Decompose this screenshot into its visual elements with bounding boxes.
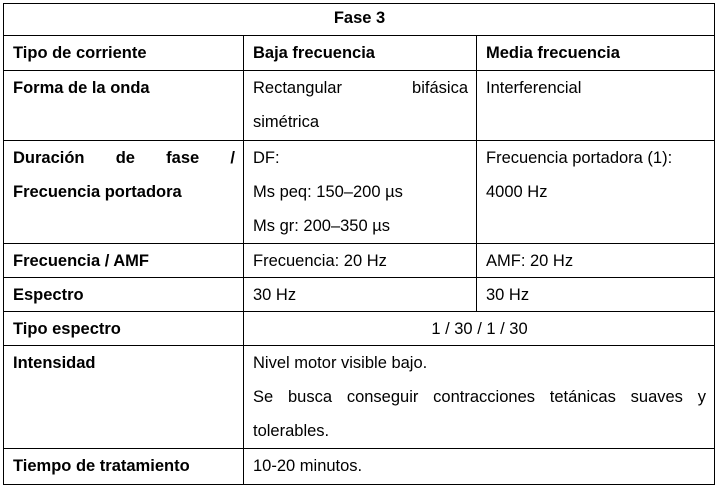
cell-intensidad <box>244 346 715 449</box>
table-title-row <box>4 4 715 36</box>
row-label-forma: Forma de la onda <box>4 71 244 141</box>
row-label-duracion <box>4 141 244 244</box>
intensidad-line2: Se busca conseguir contracciones tetánicas suaves y <box>253 388 706 406</box>
table-row <box>4 278 715 312</box>
duracion-media-line2: 4000 Hz <box>486 183 548 201</box>
duracion-baja-line3: Ms gr: 200–350 µs <box>253 217 390 235</box>
table-row <box>4 312 715 346</box>
table-row <box>4 141 715 244</box>
table-row <box>4 71 715 141</box>
duracion-baja-line2: Ms peq: 150–200 µs <box>253 183 403 201</box>
cell-espectro-media: 30 Hz <box>477 278 715 312</box>
intensidad-line3: tolerables. <box>253 422 330 440</box>
table-title: Fase 3 <box>4 4 715 36</box>
cell-forma-baja <box>244 71 477 141</box>
cell-duracion-baja <box>244 141 477 244</box>
phase-table <box>3 3 715 485</box>
intensidad-line1: Nivel motor visible bajo. <box>253 354 428 372</box>
header-tipo-corriente: Tipo de corriente <box>4 36 244 71</box>
cell-tipo-espectro: 1 / 30 / 1 / 30 <box>244 312 715 346</box>
header-media-frecuencia: Media frecuencia <box>477 36 715 71</box>
duracion-label-line2: Frecuencia portadora <box>13 183 182 201</box>
cell-frecuencia-baja: Frecuencia: 20 Hz <box>244 244 477 278</box>
cell-frecuencia-media: AMF: 20 Hz <box>477 244 715 278</box>
table-row <box>4 449 715 485</box>
cell-espectro-baja: 30 Hz <box>244 278 477 312</box>
row-label-frecuencia: Frecuencia / AMF <box>4 244 244 278</box>
row-label-intensidad: Intensidad <box>4 346 244 449</box>
duracion-label-line1: Duración de fase / <box>13 149 235 167</box>
table-row <box>4 244 715 278</box>
cell-duracion-media <box>477 141 715 244</box>
row-label-espectro: Espectro <box>4 278 244 312</box>
table-header-row <box>4 36 715 71</box>
duracion-baja-line1: DF: <box>253 149 280 167</box>
cell-tiempo: 10-20 minutos. <box>244 449 715 485</box>
row-label-tipo-espectro: Tipo espectro <box>4 312 244 346</box>
row-label-tiempo: Tiempo de tratamiento <box>4 449 244 485</box>
duracion-media-line1: Frecuencia portadora (1): <box>486 149 673 167</box>
table-row <box>4 346 715 449</box>
forma-baja-line1: Rectangular bifásica <box>253 79 468 97</box>
forma-baja-line2: simétrica <box>253 113 320 131</box>
cell-forma-media: Interferencial <box>477 71 715 141</box>
header-baja-frecuencia: Baja frecuencia <box>244 36 477 71</box>
